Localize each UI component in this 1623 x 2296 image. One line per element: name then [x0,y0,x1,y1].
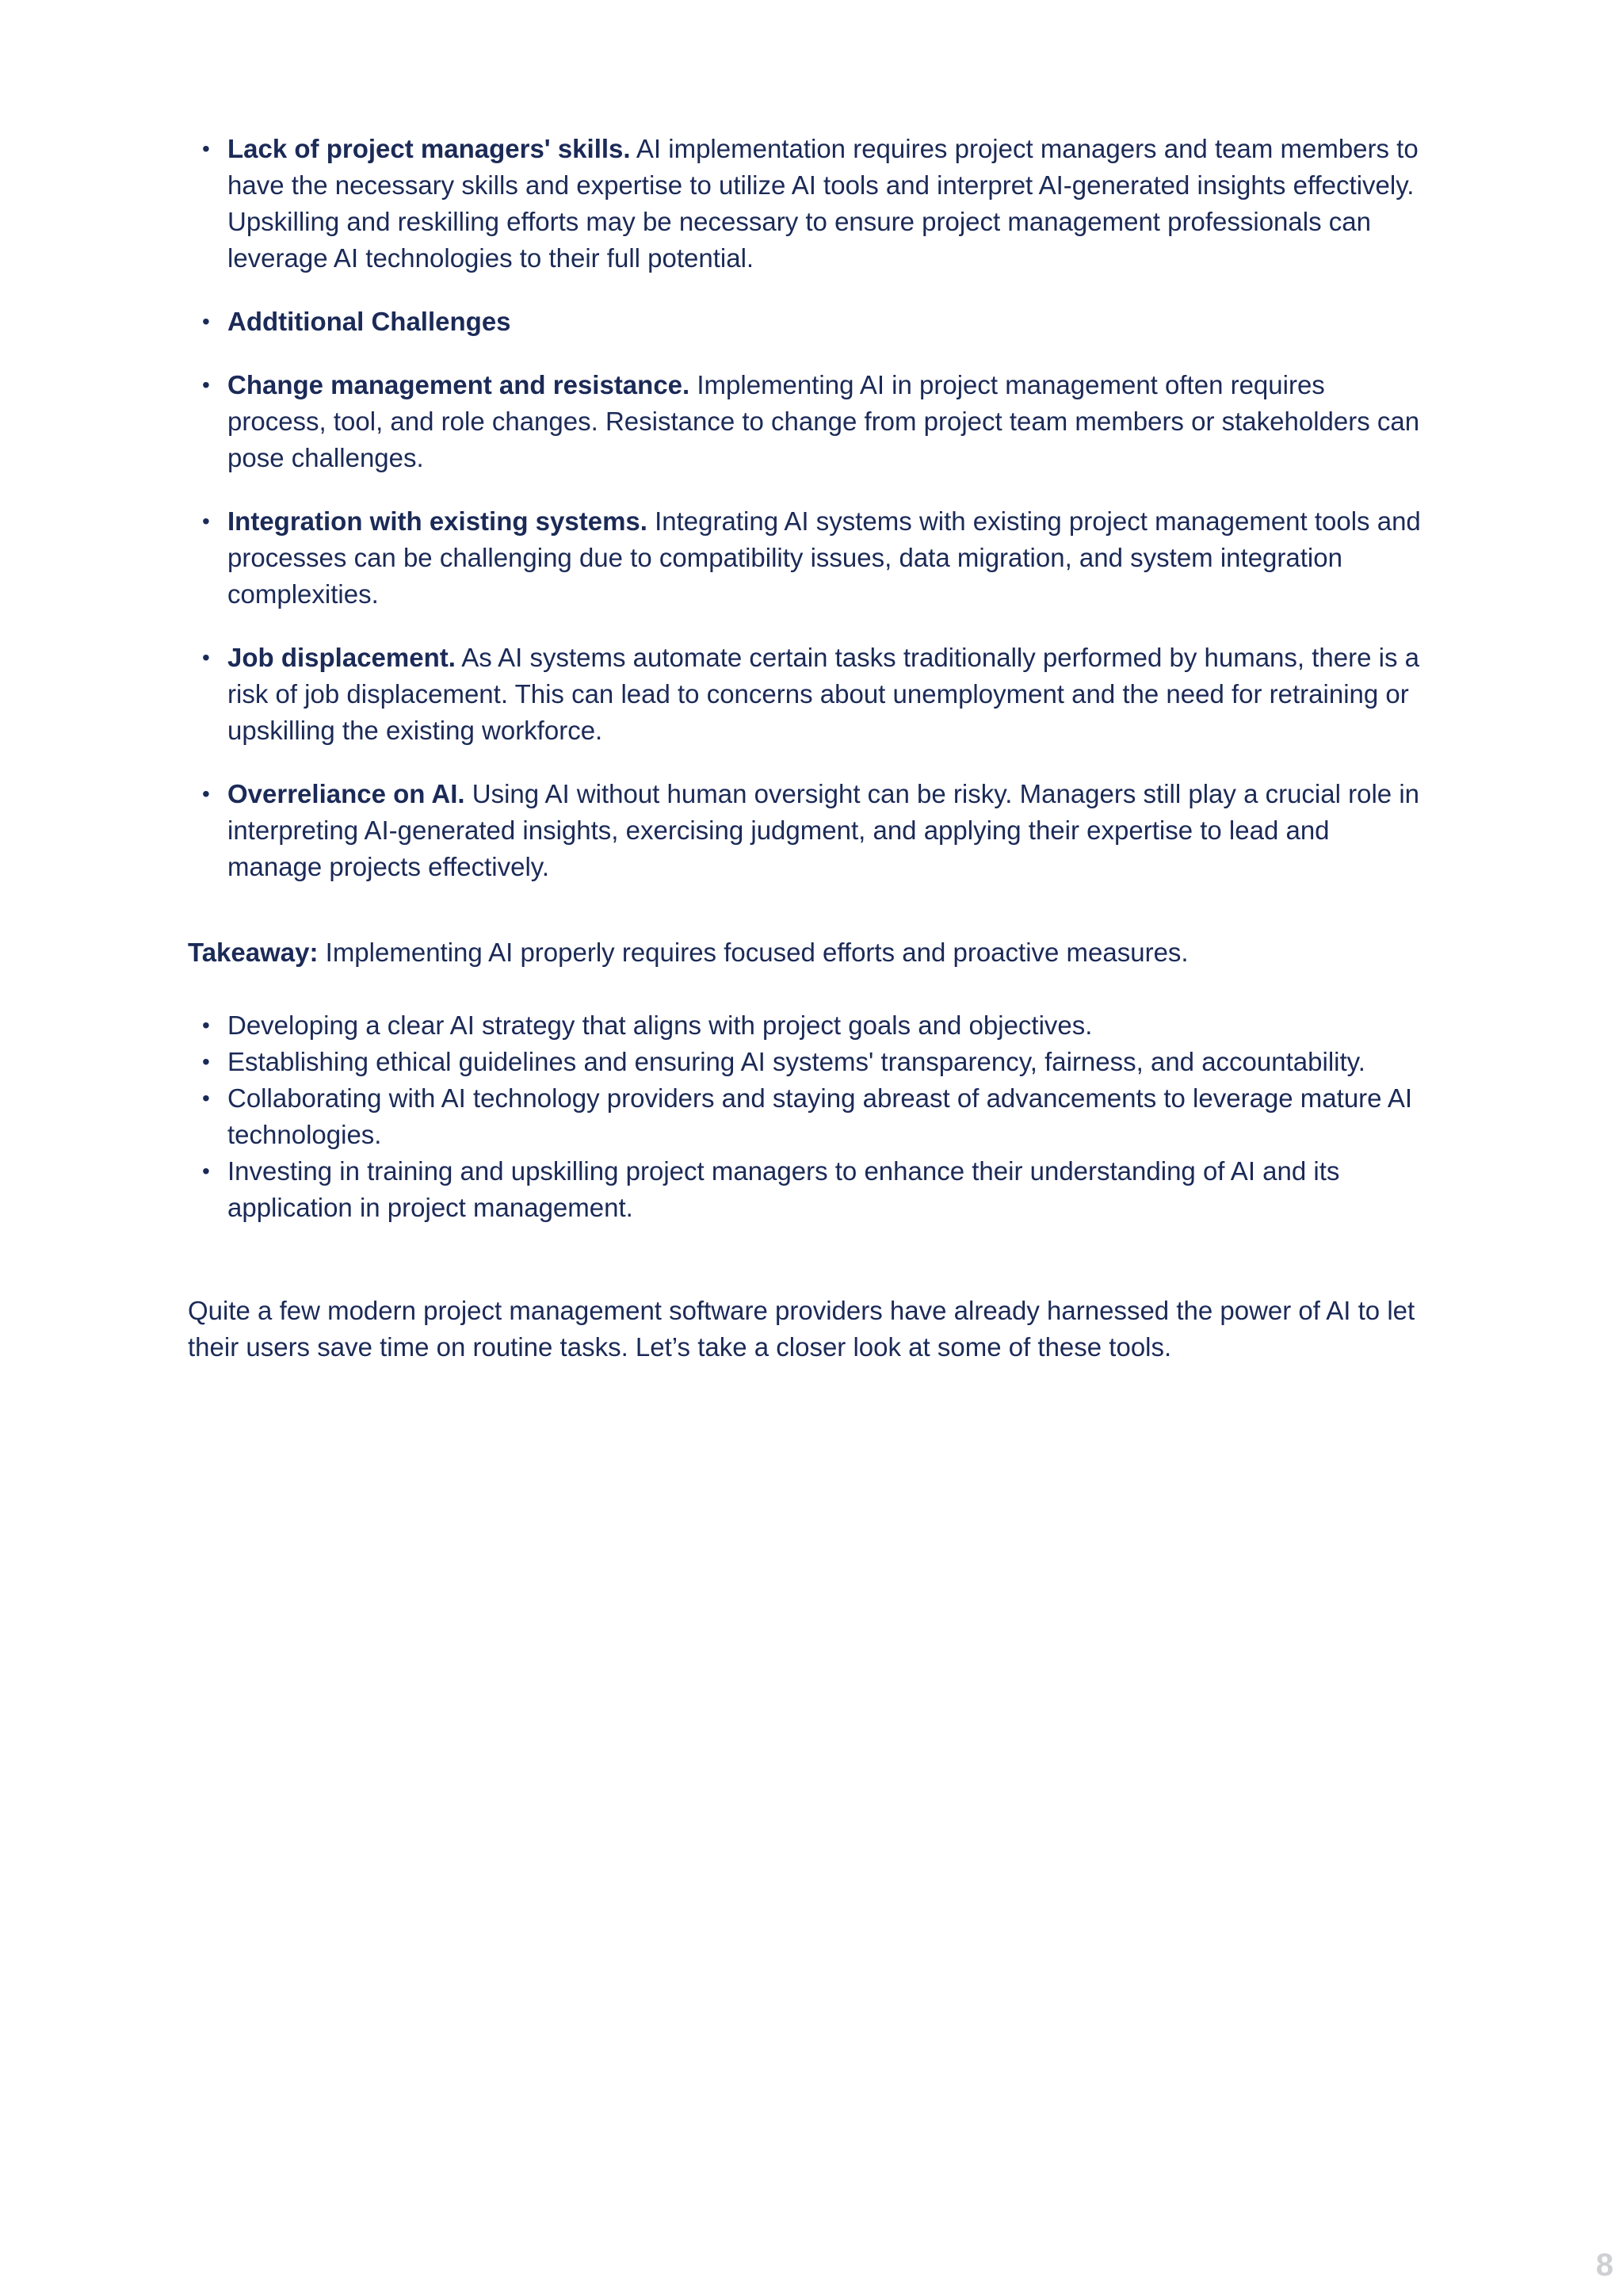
list-item [188,503,1424,613]
list-item-title: Job displacement. [227,643,456,672]
takeaway-text: Implementing AI properly requires focused efforts and proactive measures. [318,938,1189,967]
takeaway-label: Takeaway: [188,938,319,967]
takeaway-paragraph [188,934,1424,971]
list-item [188,131,1424,277]
list-item-title: Integration with existing systems. [227,506,647,536]
list-item-text: Integrating AI systems with existing project management tools and processes can be challenging due to compatibility issues, data migration, and system integration complexities. [227,506,1421,609]
list-item-title: Addtitional Challenges [227,307,511,336]
page-content [188,131,1424,1366]
list-item [188,776,1424,885]
list-item [188,640,1424,749]
challenges-list [188,131,1424,885]
list-item [188,367,1424,476]
list-item: • Investing in training and upskilling project managers to enhance their understanding of AI and its application in project management. [188,1153,1424,1226]
page-number: 8 [1595,2248,1613,2283]
list-item-text: AI implementation requires project managers and team members to have the necessary skills and expertise to utilize AI tools and interpret AI-generated insights effectively. Upskilling and reskilling efforts may be necessary to ensure project management professionals can leverage AI technologies to their full potential. [227,134,1419,273]
list-item-title: Lack of project managers' skills. [227,134,631,163]
list-item-text: Implementing AI in project management often requires process, tool, and role changes. Resistance to change from project team members or stakeholders can pose challenges. [227,370,1420,472]
list-item-text: Using AI without human oversight can be risky. Managers still play a crucial role in interpreting AI-generated insights, exercising judgment, and applying their expertise to lead and manage projects effectively. [227,779,1419,881]
list-item: • Collaborating with AI technology providers and staying abreast of advancements to leverage mature AI technologies. [188,1080,1424,1153]
list-item-text: As AI systems automate certain tasks traditionally performed by humans, there is a risk of job displacement. This can lead to concerns about unemployment and the need for retraining or upskilling the existing workforce. [227,643,1419,745]
list-item [188,304,1424,340]
list-item-title: Change management and resistance. [227,370,690,399]
list-item-title: Overreliance on AI. [227,779,465,808]
takeaway-list [188,1007,1424,1226]
closing-paragraph: Quite a few modern project management software providers have already harnessed the power of AI to let their users save time on routine tasks. Let’s take a closer look at some of these tools. [188,1296,1415,1362]
list-item: • Establishing ethical guidelines and ensuring AI systems' transparency, fairness, and accountability. [188,1044,1424,1080]
list-item: • Developing a clear AI strategy that aligns with project goals and objectives. [188,1007,1424,1044]
